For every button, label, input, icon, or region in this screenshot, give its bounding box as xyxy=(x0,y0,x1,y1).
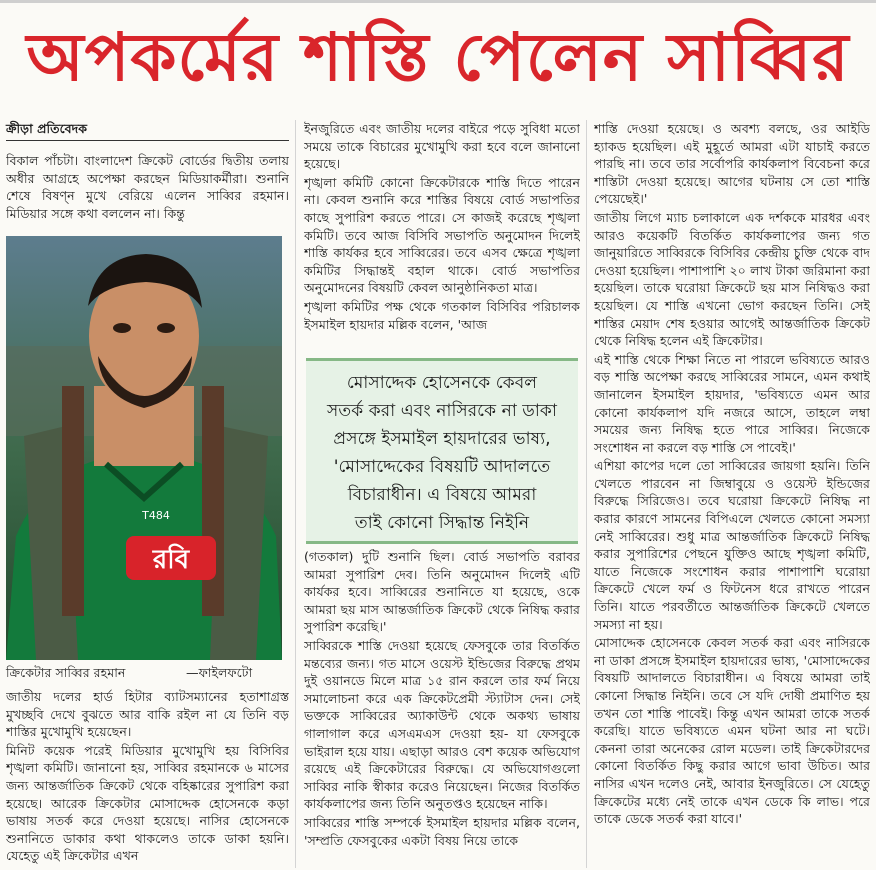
pull-quote-line: বিচারাধীন। এ বিষয়ে আমরা xyxy=(347,485,537,505)
svg-text:রবি: রবি xyxy=(152,545,190,575)
paragraph: সাব্বিরের শাস্তি সম্পর্কে ইসমাইল হায়দার মল্লিক বলেন, 'সম্প্রতি ফেসবুকের একটা বিষয় নিয়ে তাকে xyxy=(304,814,580,848)
paragraph: বিকাল পাঁচটা। বাংলাদেশ ক্রিকেট বোর্ডের দ্বিতীয় তলায় অধীর আগ্রহে অপেক্ষা করছেন মিডিয়াকর্মীরা। শুনানি শেষে বিষণ্ন মুখে বেরিয়ে এলেন সাব্বির রহমান। মিডিয়ার সঙ্গে কথা বললেন না। কিন্তু xyxy=(6,153,289,221)
pull-quote-line: 'মোসাদ্দেকের বিষয়টি আদালতে xyxy=(333,457,551,477)
pull-quote-line: তাই কোনো সিদ্ধান্ত নিইনি xyxy=(354,513,530,533)
paragraph: সাব্বিরকে শাস্তি দেওয়া হয়েছে ফেসবুকে তার বিতর্কিত মন্তব্যের জন্য। গত মাসে ওয়েস্ট ইন্ডিজের বিরুদ্ধে প্রথম দুই ওয়ানডে মিলে মাত্র ১৫ রান করলে তার ফর্ম নিয়ে সমালোচনা করে এক ক্রিকেটপ্রেমী স্ট্যাটাস দেন। সেই ভক্তকে সাব্বিরের অ্যাকাউন্ট থেকে অকথ্য ভাষায় গালাগাল করে এসএমএস দেওয়া হয়- যা ফেসবুকে ভাইরাল হয়ে যায়। এছাড়া আরও বেশ কয়েক অভিযোগ রয়েছে এই ক্রিকেটারের বিরুদ্ধে। যে অভিযোগগুলো সাব্বির নাকি স্বীকার করেও নিয়েছেন। নিজের বিতর্কিত কার্যকলাপের জন্য তিনি অনুতপ্তও হয়েছেন নাকি। xyxy=(304,637,580,812)
paragraph: জাতীয় দলের হার্ড হিটার ব্যাটসম্যানের হতাশাগ্রস্ত মুখচ্ছবি দেখে বুঝতে আর বাকি রইল না যে তিনি বড় শাস্তির মুখোমুখি হয়েছেন। xyxy=(6,689,289,740)
pull-quote-line: মোসাদ্দেক হোসেনকে কেবল xyxy=(346,373,538,393)
column-divider xyxy=(586,120,587,868)
headline: অপকর্মের শাস্তি পেলেন সাব্বির xyxy=(26,19,850,96)
pull-quote-line: সতর্ক করা এবং নাসিরকে না ডাকা xyxy=(327,401,557,421)
photo-credit: —ফাইলফটো xyxy=(186,665,253,680)
column-2-bottom xyxy=(304,548,580,868)
paragraph: ইনজুরিতে এবং জাতীয় দলের বাইরে পড়ে সুবিধা মতো সময়ে তাকে বিচারের মুখোমুখি করা হবে বলে জানানো হয়েছে। xyxy=(304,121,580,172)
column-2-top xyxy=(304,120,580,352)
photo-caption: ক্রিকেটার সাব্বির রহমান xyxy=(6,665,126,680)
paragraph: শৃঙ্খলা কমিটি কোনো ক্রিকেটারকে শাস্তি দিতে পারেন না। কেবল শুনানি করে শাস্তির বিষয়ে বোর্ড সভাপতির কাছে সুপারিশ করতে পারে। সে কাজই করেছে শৃঙ্খলা কমিটি। তবে আজ বিসিবি সভাপতি অনুমোদন দিলেই শাস্তি কার্যকর হবে সাব্বিরের। তবে এসব ক্ষেত্রে শৃঙ্খলা কমিটির সিদ্ধান্তই বহাল থাকে। বোর্ড সভাপতির অনুমোদনের বিষয়টি কেবল আনুষ্ঠানিকতা মাত্র। xyxy=(304,174,580,296)
column-1-bottom xyxy=(6,688,289,868)
paragraph: শাস্তি দেওয়া হয়েছে। ও অবশ্য বলছে, ওর আইডি হ্যাকড হয়েছিল। এই মুহূর্তে আমরা এটা যাচাই করতে পারছি না। তবে তার সর্বোপরি কার্যকলাপ বিবেচনা করে শাস্তিটা দেওয়া হয়েছে। আগের ঘটনায় সে তো শাস্তি পেয়েছেই।' xyxy=(594,121,870,207)
paragraph: জাতীয় লিগে ম্যাচ চলাকালে এক দর্শককে মারধর এবং আরও কয়েকটি বিতর্কিত কার্যকলাপের জন্য গত জানুয়ারিতে সাব্বিরকে বিসিবির কেন্দ্রীয় চুক্তি থেকে বাদ দেওয়া হয়েছিল। পাশাপাশি ২০ লাখ টাকা জরিমানা করা হয়েছিল। তাকে ঘরোয়া ক্রিকেটে ছয় মাস নিষিদ্ধও করা হয়েছিল। যে শাস্তি এখনো ভোগ করছেন তিনি। সেই শাস্তির মেয়াদ শেষ হওয়ার আগেই আন্তর্জাতিক ক্রিকেট থেকে নিষিদ্ধ হলেন এই ক্রিকেটার। xyxy=(594,209,870,349)
paragraph: এশিয়া কাপের দলে তো সাব্বিরের জায়গা হয়নি। তিনি খেলতে পারবেন না জিম্বাবুয়ে ও ওয়েস্ট ইন্ডিজের বিরুদ্ধে সিরিজেও। তবে ঘরোয়া ক্রিকেটে নিষিদ্ধ না করার কারণে সামনের বিপিএলে খেলতে কোনো সমস্যা নেই সাব্বিরের। শুধু মাত্র আন্তর্জাতিক ক্রিকেটে নিষিদ্ধ করার সুপারিশের পেছনে যুক্তিও আছে শৃঙ্খলা কমিটি, যাতে নিজেকে সংশোধন করার পাশাপাশি ঘরোয়া ক্রিকেটে খেলে ফর্ম ও ফিটনেস ধরে রাখতে পারেন তিনি। যাতে পরবর্তীতে আন্তর্জাতিক ক্রিকেটে খেলতে সমস্যা না হয়। xyxy=(594,458,870,632)
byline: ক্রীড়া প্রতিবেদক xyxy=(6,120,289,141)
player-photo xyxy=(6,236,282,660)
paragraph: শৃঙ্খলা কমিটির পক্ষ থেকে গতকাল বিসিবির পরিচালক ইসমাইল হায়দার মল্লিক বলেন, 'আজ xyxy=(304,298,580,332)
pull-quote-line: প্রসঙ্গে ইসমাইল হায়দারের ভাষ্য, xyxy=(333,429,551,449)
paragraph: মিনিট কয়েক পরেই মিডিয়ার মুখোমুখি হয় বিসিবির শৃঙ্খলা কমিটি। জানানো হয়, সাব্বির রহমানকে ৬ মাসের জন্য আন্তর্জাতিক ক্রিকেট থেকে বহিষ্কারের সুপারিশ করা হয়েছে। আরেক ক্রিকেটার মোসাদ্দেক হোসেনকে কড়া ভাষায় সতর্ক করে দেওয়া হয়েছে। নাসির হোসেনকে শুনানিতে ডাকার কথা থাকলেও তাকে ডাকা হয়নি। যেহেতু এই ক্রিকেটার এখন xyxy=(6,742,289,864)
top-rule xyxy=(0,0,876,3)
paragraph: মোসাদ্দেক হোসেনকে কেবল সতর্ক করা এবং নাসিরকে না ডাকা প্রসঙ্গে ইসমাইল হায়দারের ভাষ্য, 'মোসাদ্দেকের বিষয়টি আদালতে বিচারাধীন। এ বিষয়ে আমরা তাই কোনো সিদ্ধান্ত নিইনি। তবে সে যদি দোষী প্রমাণিত হয় তখন তো শাস্তি পাবেই। কিন্তু এখন আমরা তাকে সতর্ক করেছি। যাতে ভবিষ্যতে এমন ঘটনা আর না ঘটে। কেননা তারা অনেকের রোল মডেল। তাই ক্রিকেটারদের কোনো বিতর্কিত কিছু করার আগে ভাবা উচিত। আর নাসির এখন দলেও নেই, আবার ইনজুরিতে। সে যেহেতু ক্রিকেটের মধ্যে নেই তাকে এখন ডেকে কি লাভ। পরে তাকে ডেকে সতর্ক করা যাবে।' xyxy=(594,635,870,827)
paragraph: (গতকাল) দুটি শুনানি ছিল। বোর্ড সভাপতি বরাবর আমরা সুপারিশ দেব। তিনি অনুমোদন দিলেই এটি কার্যকর হবে। সাব্বিরের শুনানিতে যা হয়েছে, ওকে আমরা ছয় মাস আন্তর্জাতিক ক্রিকেট থেকে নিষিদ্ধ করার সুপারিশ করেছি।' xyxy=(304,549,580,635)
paragraph: এই শাস্তি থেকে শিক্ষা নিতে না পারলে ভবিষ্যতে আরও বড় শাস্তি অপেক্ষা করছে সাব্বিরের সামনে, এমন কথাই জানালেন ইসমাইল হায়দার, 'ভবিষ্যতে এমন আর কোনো কার্যকলাপ যদি নজরে আসে, তাহলে লম্বা সময়ের জন্য নিষিদ্ধ হতে পারে সাব্বির। নিজেকে সংশোধন না করলে বড় শাস্তি সে পাবেই।' xyxy=(594,351,870,455)
svg-text:T484: T484 xyxy=(142,509,170,522)
column-3 xyxy=(594,120,870,868)
column-divider xyxy=(295,120,296,868)
pull-quote xyxy=(306,358,578,544)
column-1-top xyxy=(6,152,289,232)
